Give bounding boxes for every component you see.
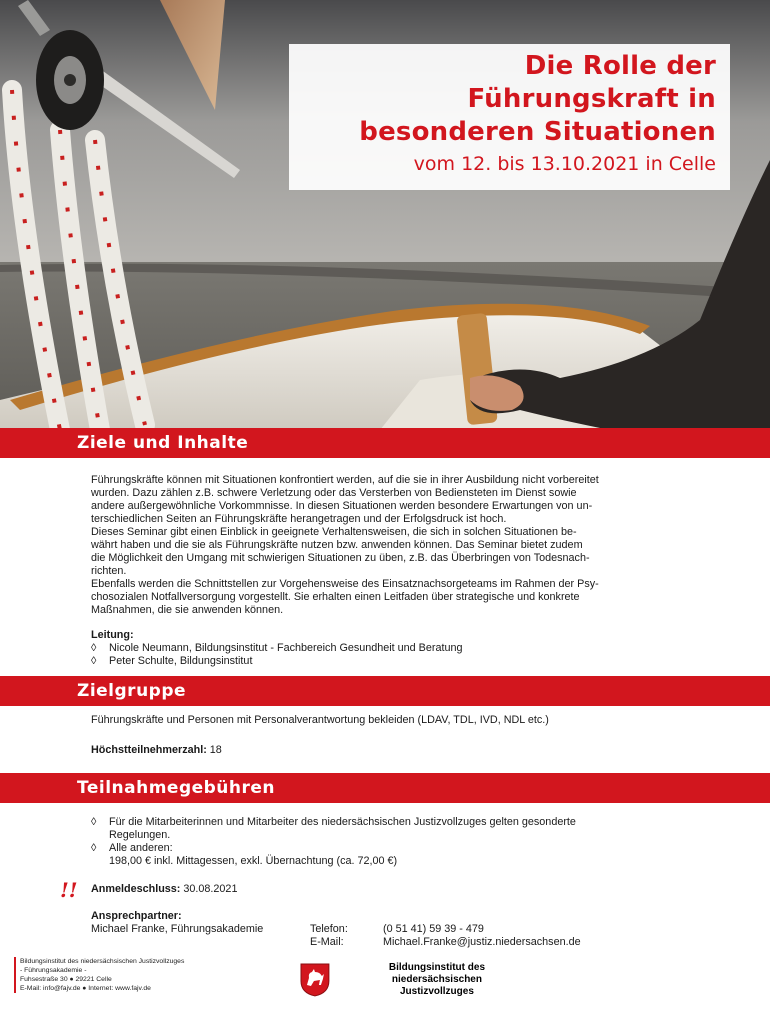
- zielgruppe-body: [91, 714, 691, 757]
- title-box: [289, 44, 730, 190]
- address-line: E-Mail: info@fajv.de ● Internet: www.fajv.de: [20, 985, 151, 992]
- section-heading-ziele: Ziele und Inhalte: [0, 428, 770, 458]
- title-line-3: besonderen Situationen: [359, 117, 716, 147]
- ziele-line: währt haben und die sie als Führungskräfte nutzen bzw. anwenden können. Das Seminar bietet zudem: [91, 539, 583, 551]
- anmeldeschluss-date: 30.08.2021: [183, 883, 238, 895]
- fee-item: [91, 816, 691, 842]
- ziele-line: chosozialen Notfallversorgung vorgestellt. Sie erhalten einen Leitfaden über strategische und konkrete: [91, 591, 580, 603]
- diamond-bullet-icon: ◊: [91, 816, 97, 828]
- contact-label: Ansprechpartner:: [91, 910, 182, 922]
- ziele-line: andere außergewöhnliche Vorkommnisse. In diesen Situationen werden besondere Erwartungen von un-: [91, 500, 593, 512]
- leitung-label: Leitung:: [91, 629, 134, 641]
- gebuehren-body: [91, 816, 691, 868]
- anmeldeschluss-label: Anmeldeschluss:: [91, 883, 181, 895]
- ziele-line: richten.: [91, 565, 127, 577]
- max-participants-value: 18: [209, 744, 222, 756]
- phone-number: (0 51 41) 59 39 - 479: [383, 923, 484, 935]
- ziele-body: [91, 474, 691, 668]
- email-label: E-Mail:: [310, 936, 344, 948]
- title-line-1: Die Rolle der: [524, 51, 716, 81]
- leitung-item: [91, 655, 691, 668]
- section-heading-zielgruppe: Zielgruppe: [0, 676, 770, 706]
- max-participants-label: Höchstteilnehmerzahl:: [91, 744, 207, 756]
- contact-block: [91, 910, 691, 949]
- ziele-line: Ebenfalls werden die Schnittstellen zur Vorgehensweise des Einsatznachsorgeteams im Rahmen der Psy-: [91, 578, 599, 590]
- logo-text-line-1: Bildungsinstitut des: [388, 962, 485, 973]
- email-link[interactable]: Michael.Franke@justiz.niedersachsen.de: [383, 936, 581, 948]
- diamond-bullet-icon: ◊: [91, 655, 97, 667]
- ziele-line: terschiedlichen Seiten an Führungskräfte herangetragen und der Erfolgsdruck ist hoch.: [91, 513, 507, 525]
- address-line: Fuhsestraße 30 ● 29221 Celle: [20, 976, 112, 983]
- address-line: - Führungsakademie -: [20, 967, 87, 974]
- contact-name: Michael Franke, Führungsakademie: [91, 923, 264, 935]
- leitung-name: Peter Schulte, Bildungsinstitut: [109, 655, 253, 667]
- footer-address: [14, 957, 224, 993]
- ziele-line: Führungskräfte können mit Situationen konfrontiert werden, auf die sie in ihrer Ausbildung nicht vorbereitet: [91, 474, 599, 486]
- institute-logo: [300, 962, 520, 998]
- fee-item: [91, 842, 691, 868]
- subtitle-date: vom 12. bis 13.10.2021 in Celle: [413, 153, 716, 175]
- section-heading-gebuehren: Teilnahmegebühren: [0, 773, 770, 803]
- lower-saxony-horse-shield-icon: [300, 963, 330, 997]
- anmeldeschluss: [91, 883, 691, 896]
- exclamation-icon: !!: [60, 878, 78, 902]
- address-line: Bildungsinstitut des niedersächsischen Justizvollzuges: [20, 958, 185, 965]
- ziele-line: Dieses Seminar gibt einen Einblick in geeignete Verhaltensweisen, die sich in solchen Situationen be-: [91, 526, 577, 538]
- logo-text-line-2: niedersächsischen Justizvollzuges: [391, 974, 482, 997]
- leitung-name: Nicole Neumann, Bildungsinstitut - Fachbereich Gesundheit und Beratung: [109, 642, 463, 654]
- title-line-2: Führungskraft in: [467, 84, 716, 114]
- hero-photo-sailboat: [0, 0, 770, 430]
- diamond-bullet-icon: ◊: [91, 642, 97, 654]
- fee-item-price: 198,00 € inkl. Mittagessen, exkl. Übernachtung (ca. 72,00 €): [109, 855, 398, 867]
- phone-label: Telefon:: [310, 923, 348, 935]
- leitung-item: [91, 642, 691, 655]
- diamond-bullet-icon: ◊: [91, 842, 97, 854]
- zielgruppe-text: Führungskräfte und Personen mit Personalverantwortung bekleiden (LDAV, TDL, IVD, NDL etc.): [91, 714, 549, 726]
- fee-item-text: Alle anderen:: [109, 842, 173, 854]
- ziele-line: die Möglichkeit den Umgang mit schwierigen Situationen zu üben, z.B. das Überbringen von Todesnach-: [91, 552, 590, 564]
- ziele-line: Maßnahmen, die sie anwenden können.: [91, 604, 284, 616]
- fee-item-text: Für die Mitarbeiterinnen und Mitarbeiter des niedersächsischen Justizvollzuges gelten gesonderte: [109, 816, 576, 828]
- ziele-line: wurden. Dazu zählen z.B. schwere Verletzung oder das Versterben von Bediensteten im Dienst sowie: [91, 487, 577, 499]
- fee-item-text: Regelungen.: [109, 829, 171, 841]
